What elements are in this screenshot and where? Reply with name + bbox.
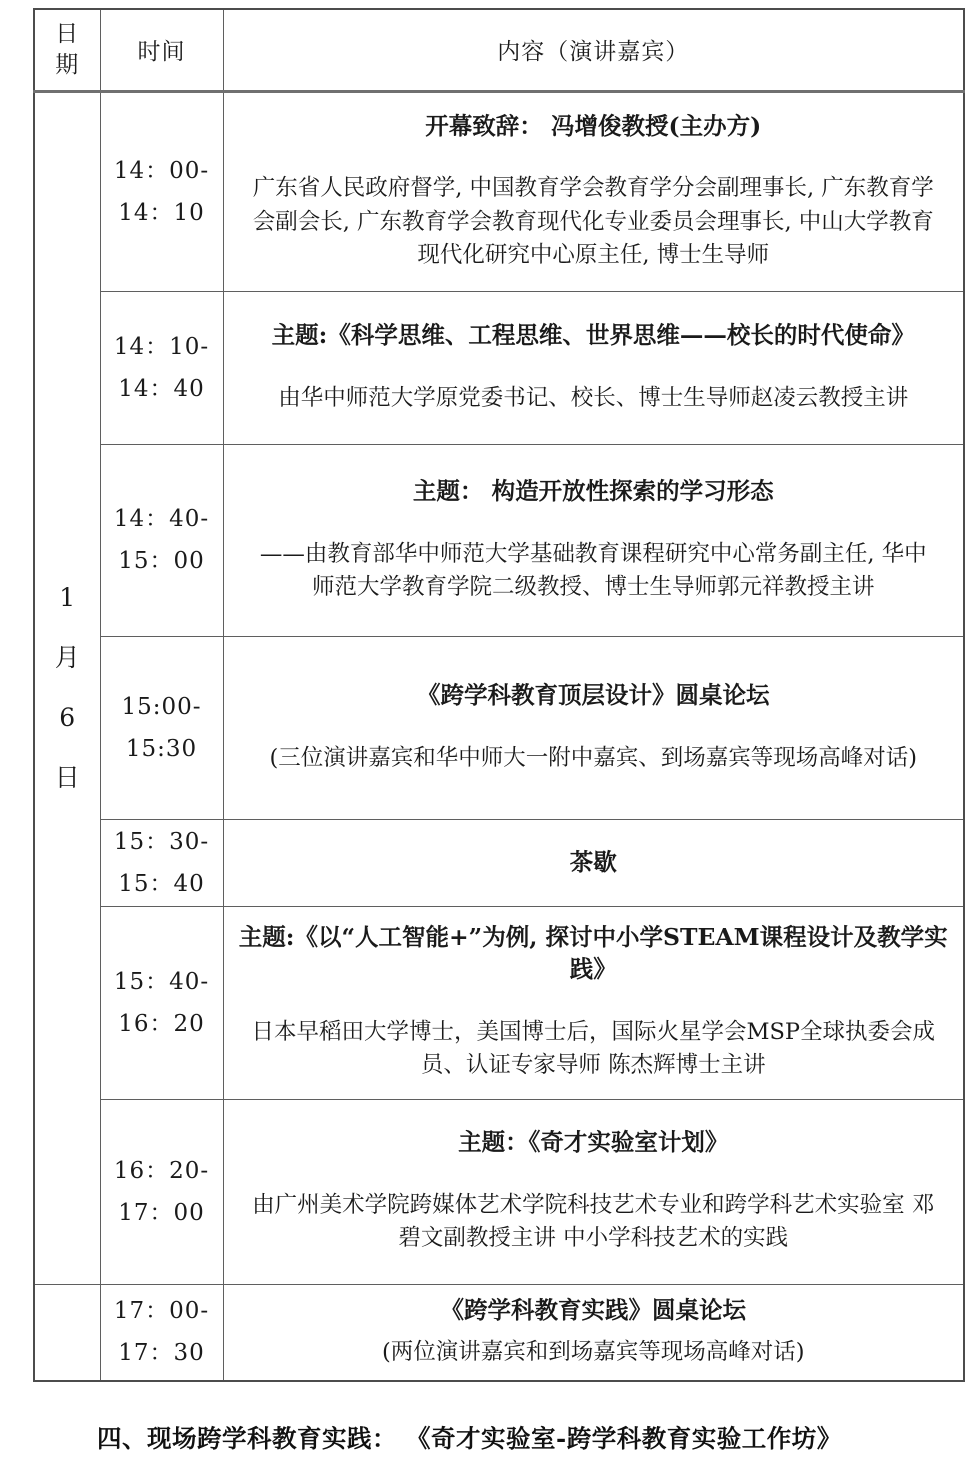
session-title: 开幕致辞： 冯增俊教授(主办方) bbox=[425, 111, 762, 140]
time-end: 15：00 bbox=[118, 548, 205, 574]
session-description: ——由教育部华中师范大学基础教育课程研究中心常务副主任, 华中师范大学教育学院二级教授、博士生导师郭元祥教授主讲 bbox=[259, 540, 927, 600]
time-end: 15：40 bbox=[118, 870, 205, 897]
header-content: 内容（演讲嘉宾） bbox=[223, 9, 964, 91]
time-range bbox=[100, 819, 223, 906]
time-end: 17：00 bbox=[118, 1199, 205, 1226]
header-date bbox=[34, 9, 100, 91]
time-range bbox=[100, 1284, 223, 1381]
session-description: (三位演讲嘉宾和华中师大一附中嘉宾、到场嘉宾等现场高峰对话) bbox=[269, 744, 918, 771]
session-title: 《跨学科教育实践》圆桌论坛 bbox=[440, 1295, 746, 1324]
header-date-char: 日 bbox=[55, 20, 80, 47]
header-date-label bbox=[36, 19, 99, 81]
session-description: 由广州美术学院跨媒体艺术学院科技艺术专业和跨学科艺术实验室 邓碧文副教授主讲 中小学科技艺术的实践 bbox=[252, 1192, 935, 1252]
time-range bbox=[100, 291, 223, 444]
session-content bbox=[223, 91, 964, 291]
session-row bbox=[34, 1284, 964, 1381]
session-description: 广东省人民政府督学, 中国教育学会教育学分会副理事长, 广东教育学会副会长, 广东教育学会教育现代化专业委员会理事长, 中山大学教育现代化研究中心原主任, 博士生导师 bbox=[252, 175, 934, 268]
time-start: 14：00- bbox=[113, 157, 210, 184]
session-content bbox=[223, 444, 964, 636]
time-end: 15:30 bbox=[125, 735, 198, 762]
time-start: 14：10- bbox=[113, 333, 210, 360]
date-char: 1 bbox=[59, 583, 76, 612]
time-start: 15：40- bbox=[113, 968, 210, 995]
break-row bbox=[34, 819, 964, 906]
time-start: 14：40- bbox=[113, 506, 210, 532]
header-time: 时间 bbox=[100, 9, 223, 91]
time-range bbox=[100, 906, 223, 1099]
time-range bbox=[100, 444, 223, 636]
session-row bbox=[34, 1099, 964, 1284]
date-cell-empty bbox=[34, 1284, 100, 1381]
date-char: 6 bbox=[59, 703, 76, 732]
session-title: 主题:《以“人工智能+”为例, 探讨中小学STEAM课程设计及教学实践》 bbox=[238, 923, 948, 984]
header-row bbox=[34, 9, 964, 91]
session-content bbox=[223, 906, 964, 1099]
session-description: 由华中师范大学原党委书记、校长、博士生导师赵凌云教授主讲 bbox=[278, 384, 909, 411]
session-row bbox=[34, 91, 964, 291]
time-end: 14：40 bbox=[118, 375, 205, 402]
time-end: 14：10 bbox=[118, 199, 205, 226]
session-title: 茶歇 bbox=[569, 847, 617, 876]
time-end: 16：20 bbox=[118, 1010, 205, 1037]
schedule-table bbox=[33, 8, 965, 1382]
time-range bbox=[100, 1099, 223, 1284]
time-start: 15：30- bbox=[113, 828, 210, 855]
header-date-char: 期 bbox=[55, 51, 80, 78]
session-content bbox=[223, 1099, 964, 1284]
session-content bbox=[223, 291, 964, 444]
session-row bbox=[34, 906, 964, 1099]
time-end: 17：30 bbox=[118, 1340, 205, 1367]
session-description: (两位演讲嘉宾和到场嘉宾等现场高峰对话) bbox=[381, 1339, 805, 1366]
session-row bbox=[34, 291, 964, 444]
time-start: 15:00- bbox=[121, 693, 202, 720]
session-content bbox=[223, 1284, 964, 1381]
date-char: 月 bbox=[54, 643, 80, 672]
session-description: 日本早稻田大学博士，美国博士后，国际火星学会MSP全球执委会成员、认证专家导师 陈杰辉博士主讲 bbox=[251, 1018, 936, 1079]
session-content bbox=[223, 819, 964, 906]
time-range bbox=[100, 91, 223, 291]
session-row bbox=[34, 444, 964, 636]
session-title: 主题：《奇才实验室计划》 bbox=[458, 1128, 729, 1157]
session-title: 主题:《科学思维、工程思维、世界思维——校长的时代使命》 bbox=[271, 320, 915, 349]
date-cell bbox=[34, 91, 100, 1284]
time-start: 17：00- bbox=[113, 1298, 210, 1325]
session-title: 《跨学科教育顶层设计》圆桌论坛 bbox=[417, 680, 770, 709]
time-start: 16：20- bbox=[113, 1157, 210, 1184]
session-row bbox=[34, 636, 964, 819]
section-heading: 四、现场跨学科教育实践： 《奇才实验室-跨学科教育实验工作坊》 bbox=[97, 1424, 842, 1453]
date-char: 日 bbox=[54, 763, 80, 792]
time-range bbox=[100, 636, 223, 819]
session-title: 主题： 构造开放性探索的学习形态 bbox=[412, 476, 774, 505]
session-content bbox=[223, 636, 964, 819]
